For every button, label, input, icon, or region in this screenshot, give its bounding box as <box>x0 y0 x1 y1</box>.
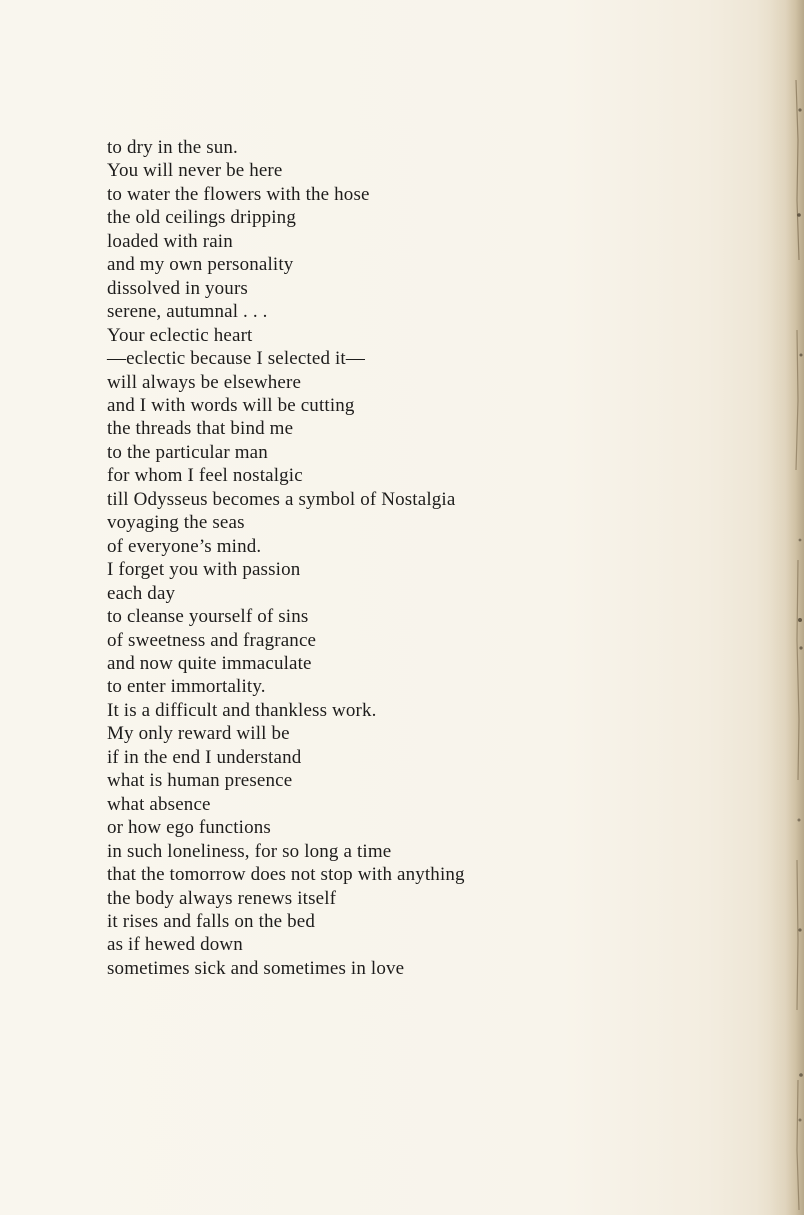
poem-line: voyaging the seas <box>107 512 245 534</box>
poem-line: as if hewed down <box>107 934 243 956</box>
poem-line: You will never be here <box>107 160 283 182</box>
poem-line: and my own personality <box>107 254 294 276</box>
poem-line: the old ceilings dripping <box>107 207 296 229</box>
poem-line: dissolved in yours <box>107 277 248 299</box>
poem-line: —eclectic because I selected it— <box>107 348 365 370</box>
poem-line: of everyone’s mind. <box>107 535 262 557</box>
poem-line: the body always renews itself <box>107 887 337 909</box>
poem-line: It is a difficult and thankless work. <box>107 699 377 721</box>
poem-line: sometimes sick and sometimes in love <box>107 957 405 979</box>
poem-line: to enter immortality. <box>107 676 266 698</box>
poem-line: that the tomorrow does not stop with anything <box>107 864 465 886</box>
poem-line: till Odysseus becomes a symbol of Nostalgia <box>107 488 456 510</box>
poem-line: to the particular man <box>107 441 268 463</box>
poem-line: Your eclectic heart <box>107 324 253 346</box>
poem-text <box>107 136 667 980</box>
poem-line: if in the end I understand <box>107 746 302 768</box>
poem-line: and I with words will be cutting <box>107 394 355 416</box>
poem-line: and now quite immaculate <box>107 652 312 674</box>
poem-line: the threads that bind me <box>107 418 294 440</box>
page-edge-marks <box>770 0 804 1215</box>
poem-line: of sweetness and fragrance <box>107 629 317 651</box>
poem-line: will always be elsewhere <box>107 371 302 393</box>
poem-line: it rises and falls on the bed <box>107 910 316 932</box>
poem-line: each day <box>107 582 176 604</box>
poem-line: or how ego functions <box>107 817 271 839</box>
poem-line: what absence <box>107 793 211 815</box>
poem-line: to dry in the sun. <box>107 137 238 158</box>
poem-line: to cleanse yourself of sins <box>107 606 309 628</box>
poem-line: My only reward will be <box>107 723 290 745</box>
poem-line: in such loneliness, for so long a time <box>107 840 392 862</box>
poem-line: I forget you with passion <box>107 559 301 581</box>
poem-line: what is human presence <box>107 770 293 792</box>
poem-line: loaded with rain <box>107 230 233 252</box>
poem-line: serene, autumnal . . . <box>107 301 268 323</box>
poem-line: for whom I feel nostalgic <box>107 465 303 487</box>
poem-line: to water the flowers with the hose <box>107 183 370 205</box>
